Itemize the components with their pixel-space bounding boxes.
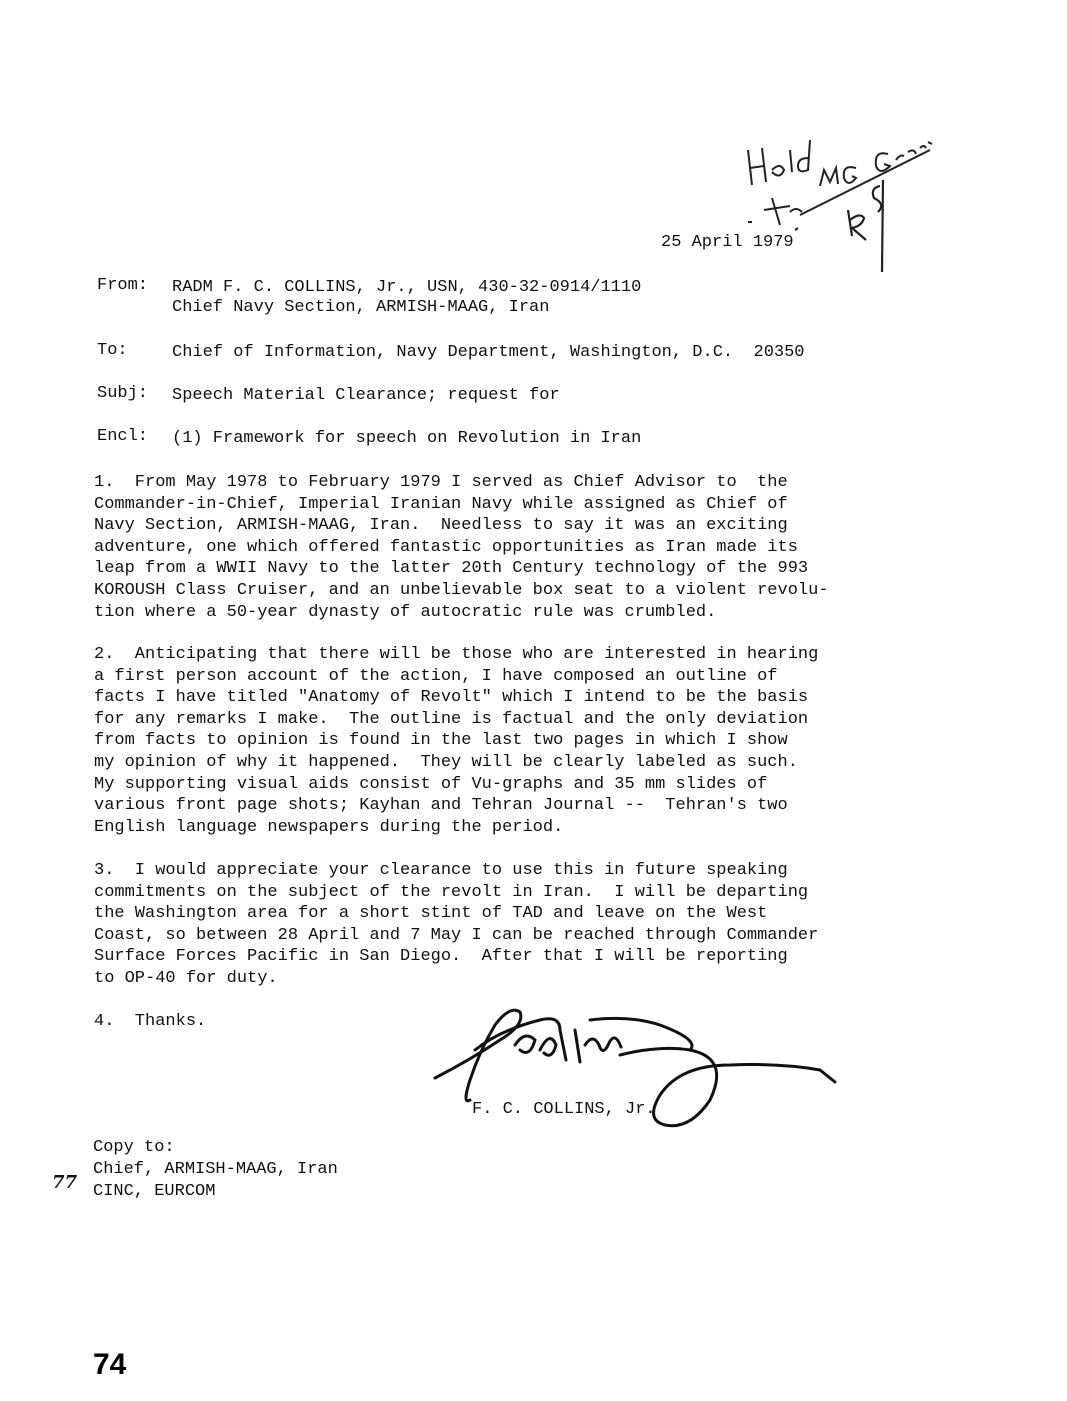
margin-mark: 77 bbox=[52, 1172, 78, 1193]
from-line-2: Chief Navy Section, ARMISH-MAAG, Iran bbox=[172, 298, 550, 317]
subj-label: Subj: bbox=[97, 384, 149, 403]
encl-label: Encl: bbox=[97, 427, 149, 446]
to-label: To: bbox=[97, 341, 128, 360]
copy-to-item: Chief, ARMISH-MAAG, Iran bbox=[93, 1160, 338, 1179]
copy-to-label: Copy to: bbox=[93, 1138, 175, 1157]
to-value: Chief of Information, Navy Department, Washington, D.C. 20350 bbox=[172, 343, 805, 362]
letter-date: 25 April 1979 bbox=[661, 233, 794, 252]
encl-value: (1) Framework for speech on Revolution in Iran bbox=[172, 429, 642, 448]
copy-to-item: CINC, EURCOM bbox=[93, 1182, 216, 1201]
handwritten-note-drawing bbox=[0, 0, 1067, 400]
paragraph-2: 2. Anticipating that there will be those who are interested in hearing a first person account of the action, I have composed an outline of facts I have titled "Anatomy of Revolt" which I intend to be the basis for any remarks I make. The outline is factual and the only deviation from facts to opinion is found in the last two pages in which I show my opinion of why it happened. They will be clearly labeled as such. My supporting visual aids consist of Vu-graphs and 35 mm slides of various front page shots; Kayhan and Tehran Journal -- Tehran's two English language newspapers during the period. bbox=[94, 645, 819, 837]
paragraph-1: 1. From May 1978 to February 1979 I served as Chief Advisor to the Commander-in-Chief, Imperial Iranian Navy while assigned as Chief of Navy Section, ARMISH-MAAG, Iran. Needless to say it was an exciting adventure, one which offered fantastic opportunities as Iran made its leap from a WWII Navy to the latter 20th Century technology of the 993 KOROUSH Class Cruiser, and an unbelievable box seat to a violent revolu- tion where a 50-year dynasty of autocratic rule was crumbled. bbox=[94, 473, 829, 622]
page-number: 74 bbox=[93, 1348, 127, 1381]
paragraph-4: 4. Thanks. bbox=[94, 1012, 207, 1031]
paragraph-3: 3. I would appreciate your clearance to use this in future speaking commitments on the subject of the revolt in Iran. I will be departing the Washington area for a short stint of TAD and leave on the West Coast, so between 28 April and 7 May I can be reached through Commander Surface Forces Pacific in San Diego. After that I will be reporting to OP-40 for duty. bbox=[94, 861, 819, 988]
from-label: From: bbox=[97, 276, 149, 295]
signature-name: F. C. COLLINS, Jr. bbox=[472, 1100, 656, 1119]
from-line-1: RADM F. C. COLLINS, Jr., USN, 430-32-0914/1110 bbox=[172, 278, 642, 297]
subj-value: Speech Material Clearance; request for bbox=[172, 386, 560, 405]
